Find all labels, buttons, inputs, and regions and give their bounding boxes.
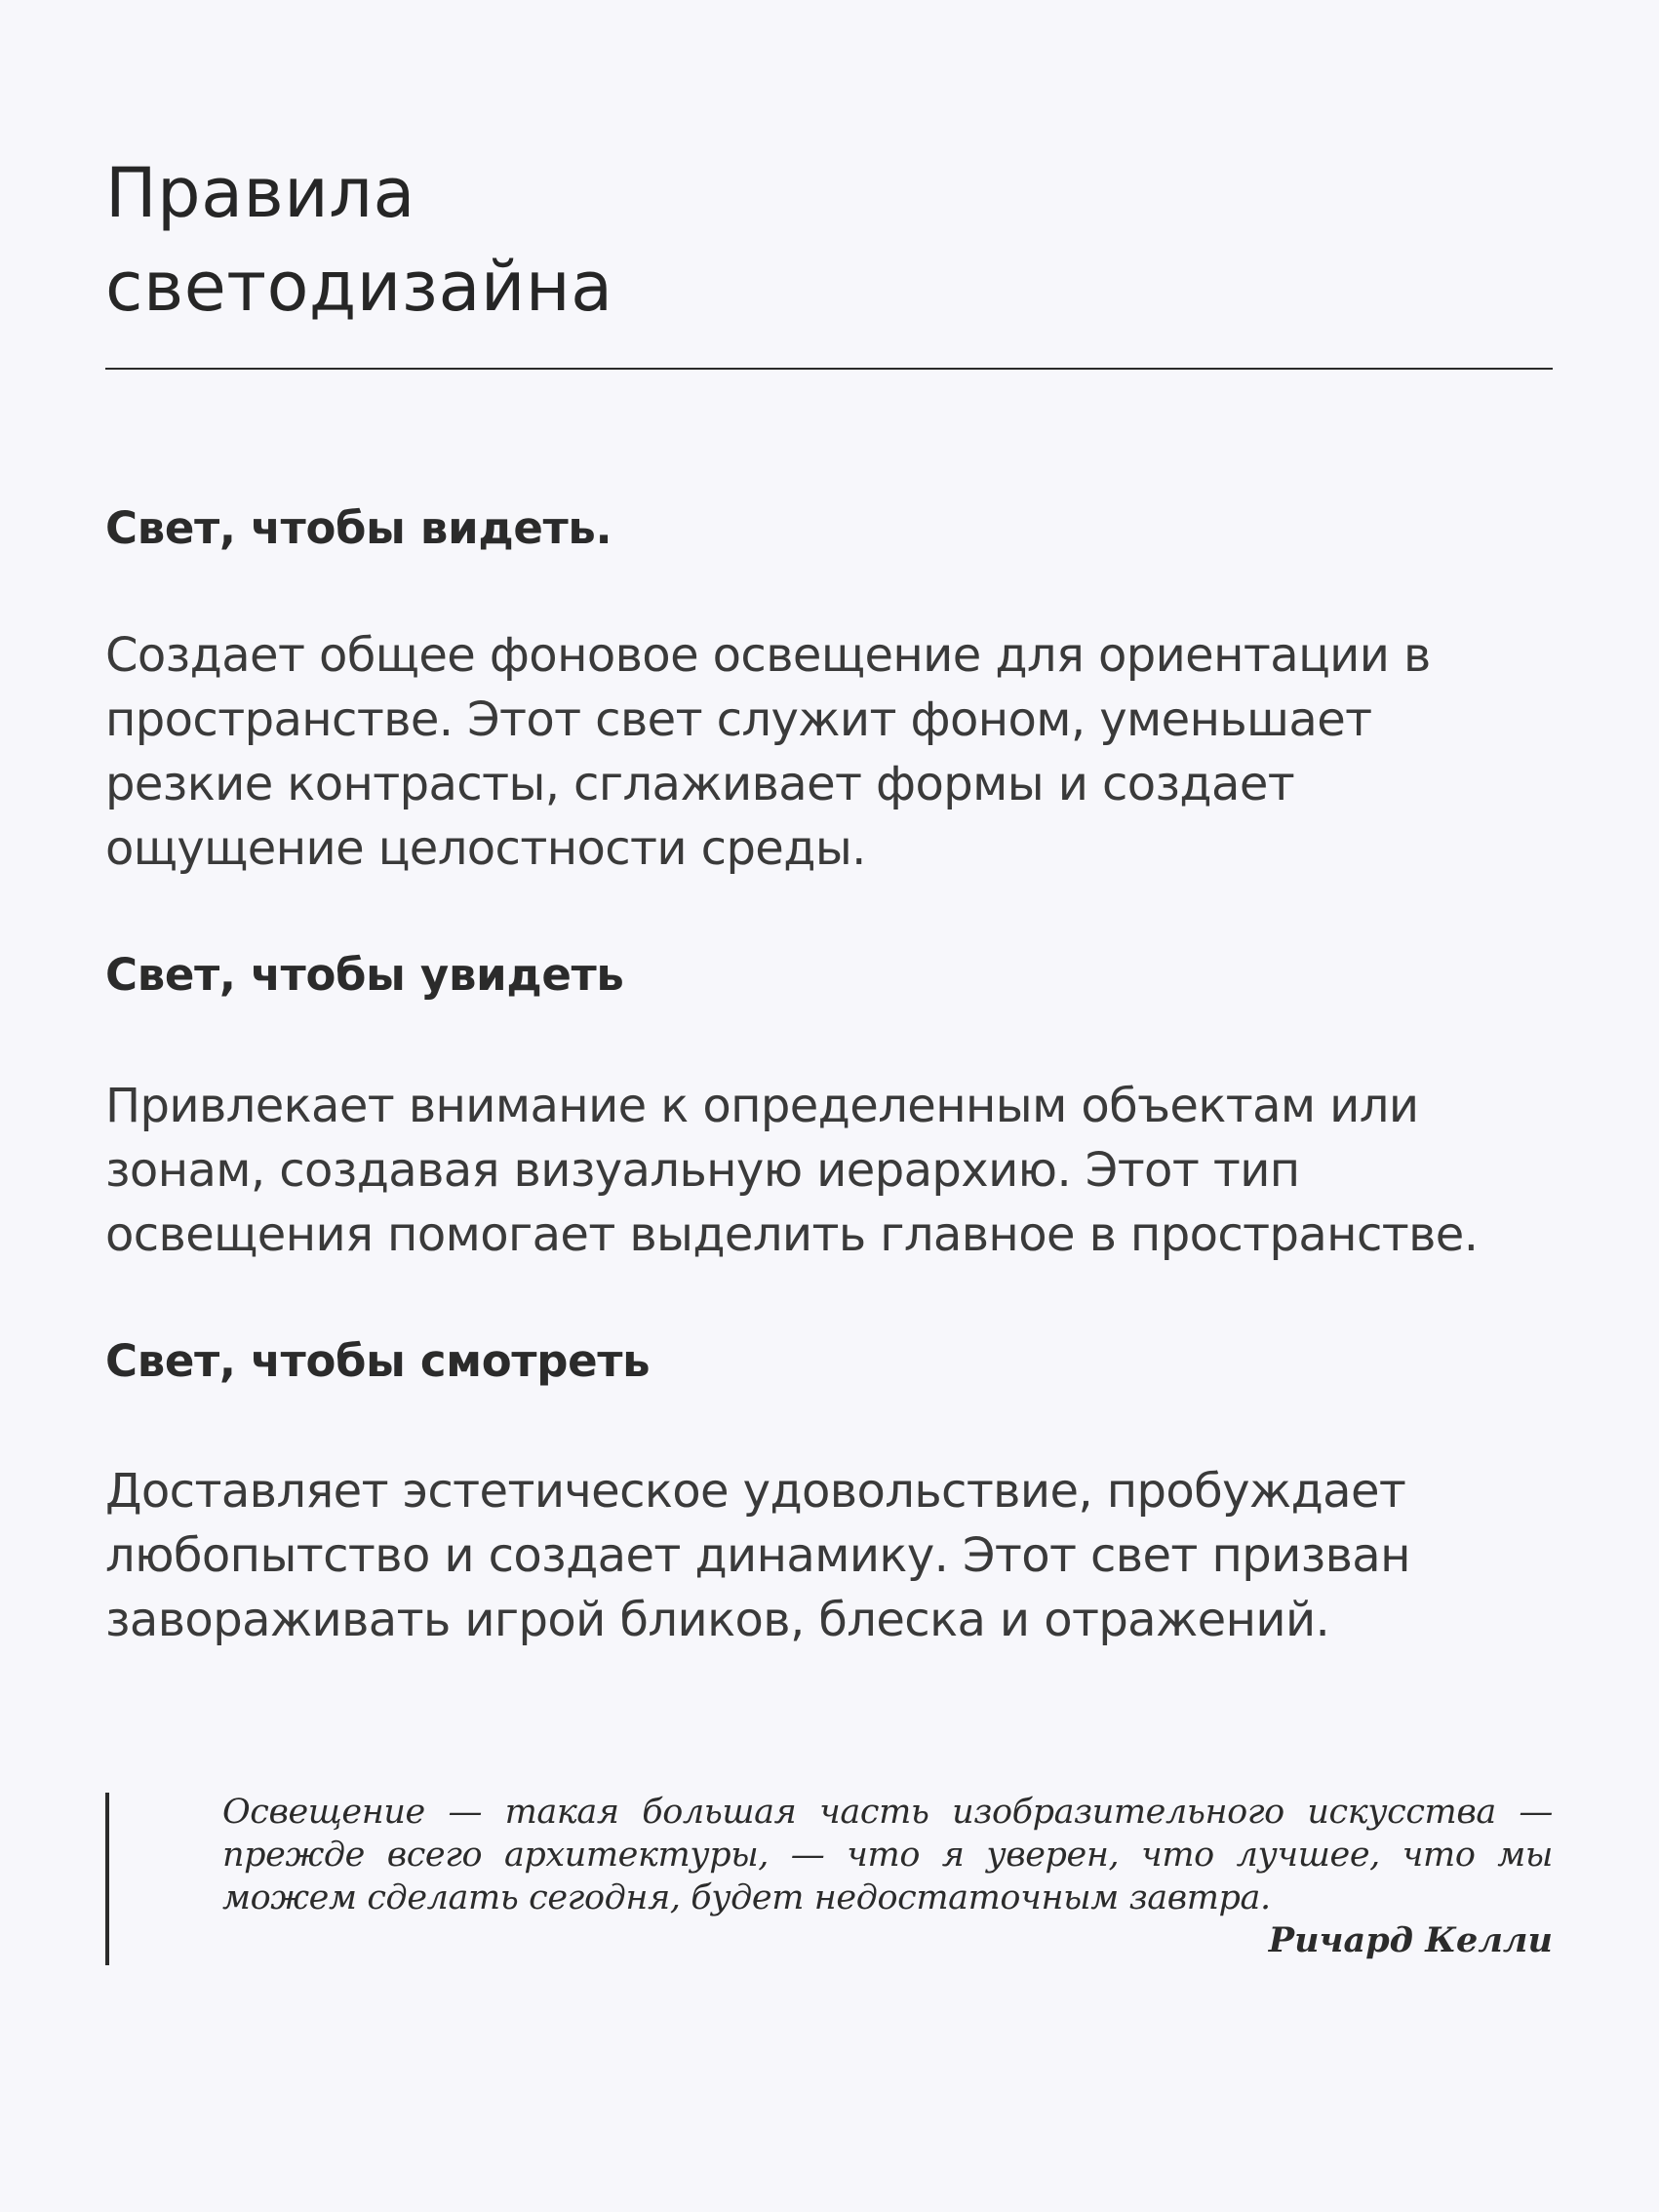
section-heading-see: Свет, чтобы видеть.: [105, 502, 612, 554]
section-heading-look: Свет, чтобы смотреть: [105, 1335, 651, 1387]
quote-text: Освещение — такая большая часть изобразительного искусства — прежде всего архитектуры, — что я уверен, что лучшее, что мы можем сделать сегодня, будет недостаточным завтра.: [222, 1793, 1553, 1917]
section-text-notice: Привлекает внимание к определенным объектам или зонам, создавая визуальную иерархию. Этот тип освещения помогает выделить главное в пространстве.: [105, 1079, 1479, 1262]
section-text-see: Создает общее фоновое освещение для ориентации в пространстве. Этот свет служит фоном, уменьшает резкие контрасты, сглаживает формы и создает ощущение целостности среды.: [105, 628, 1431, 876]
page-title: [105, 146, 1553, 334]
section-heading-notice: Свет, чтобы увидеть: [105, 949, 624, 1001]
quote-bar: [105, 1793, 109, 1965]
title-divider: [105, 368, 1553, 370]
title-line-2: светодизайна: [105, 247, 613, 327]
quote-author: Ричард Келли: [1268, 1920, 1553, 1960]
title-line-1: Правила: [105, 153, 415, 233]
section-text-look: Доставляет эстетическое удовольствие, пробуждает любопытство и создает динамику. Этот свет призван завораживать игрой бликов, блеска и отражений.: [105, 1464, 1410, 1647]
